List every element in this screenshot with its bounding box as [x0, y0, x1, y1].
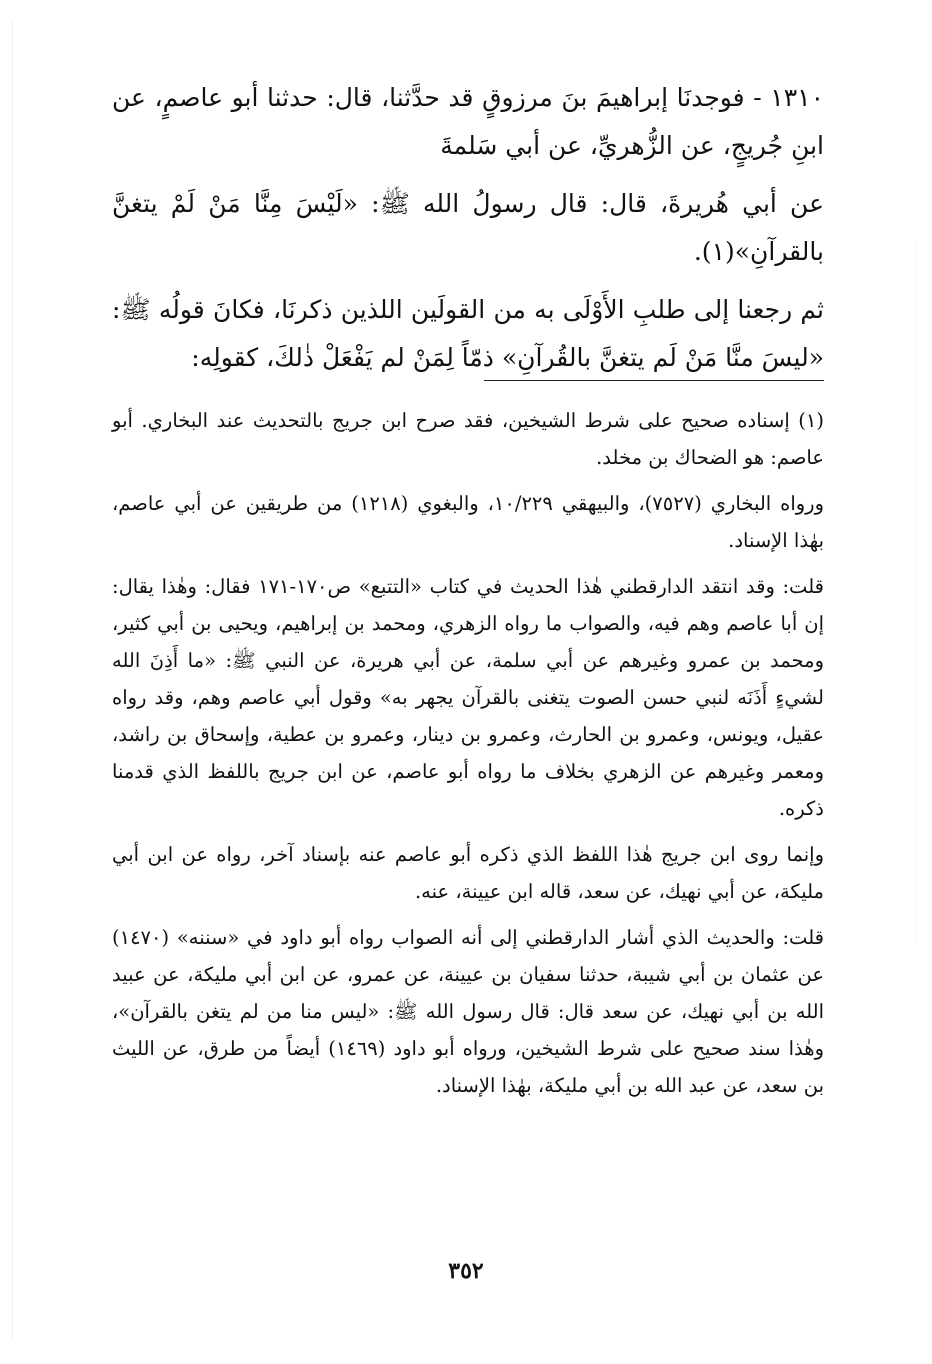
- footnote-paragraph: وإنما روى ابن جريج هٰذا اللفظ الذي ذكره أبو عاصم عنه بإسناد آخر، رواه عن ابن أبي مليكة، عن أبي نهيك، عن سعد، قاله ابن عيينة، عنه.: [112, 843, 824, 903]
- footnote-paragraph: ورواه البخاري (٧٥٢٧)، والبيهقي ١٠/٢٢٩، والبغوي (١٢١٨) من طريقين عن أبي عاصم، بهٰذا الإسناد.: [112, 492, 825, 552]
- hadith-paragraph: عن أبي هُريرةَ، قال: قال رسولُ الله ﷺ: «لَيْسَ مِنَّا مَنْ لَمْ يتغنَّ بالقرآنِ»(١).: [112, 189, 824, 266]
- scan-edge-left: [12, 20, 13, 1340]
- main-text: [112, 74, 824, 382]
- page-number: ٣٥٢: [448, 1258, 484, 1284]
- footnotes: [112, 402, 824, 1104]
- footnote-divider: [484, 380, 824, 381]
- hadith-paragraph: ١٣١٠ - فوجدنَا إبراهيمَ بنَ مرزوقٍ قد حدَّثنا، قال: حدثنا أبو عاصمٍ، عن ابنِ جُريجٍ، عن الزُّهريِّ، عن أبي سَلمةَ: [112, 83, 824, 160]
- commentary-paragraph: ثم رجعنا إلى طلبِ الأَوْلَى به من القولَين اللذين ذكرنَا، فكانَ قولُه ﷺ: «ليسَ منَّا مَنْ لَم يتغنَّ بالقُرآنِ» ذمّاً لِمَنْ لم يَفْعَلْ ذٰلكَ، كقولِه:: [112, 295, 824, 372]
- footnote-paragraph: قلت: والحديث الذي أشار الدارقطني إلى أنه الصواب رواه أبو داود في «سننه» (١٤٧٠) عن عثمان بن أبي شيبة، حدثنا سفيان بن عيينة، عن عمرو، عن ابن أبي مليكة، عن عبيد الله بن أبي نهيك، عن سعد قال: قال رسول الله ﷺ: «ليس منا من لم يتغن بالقرآن»، وهٰذا سند صحيح على شرط الشيخين، ورواه أبو داود (١٤٦٩) أيضاً من طرق، عن الليث بن سعد، عن عبد الله بن أبي مليكة، بهٰذا الإسناد.: [112, 926, 824, 1097]
- footnote-paragraph: قلت: وقد انتقد الدارقطني هٰذا الحديث في كتاب «التتبع» ص١٧٠-١٧١ فقال: وهٰذا يقال: إن أبا عاصم وهم فيه، والصواب ما رواه الزهري، ومحمد بن إبراهيم، ويحيى بن أبي كثير، ومحمد بن عمرو وغيرهم عن أبي سلمة، عن أبي هريرة، عن النبي ﷺ: «ما أَذِنَ الله لشيءٍ أَذَنَه لنبي حسن الصوت يتغنى بالقرآن يجهر به» وقول أبي عاصم وهم، وقد رواه عقيل، ويونس، وعمرو بن الحارث، وعمرو بن دينار، وعمرو بن عطية، وإسحاق بن راشد، ومعمر وغيرهم عن الزهري بخلاف ما رواه أبو عاصم، عن ابن جريج باللفظ الذي قدمنا ذكره.: [112, 575, 824, 820]
- footnote-paragraph: (١) إسناده صحيح على شرط الشيخين، فقد صرح ابن جريج بالتحديث عند البخاري. أبو عاصم: هو الضحاك بن مخلد.: [112, 409, 824, 469]
- scan-edge-right: [915, 240, 916, 940]
